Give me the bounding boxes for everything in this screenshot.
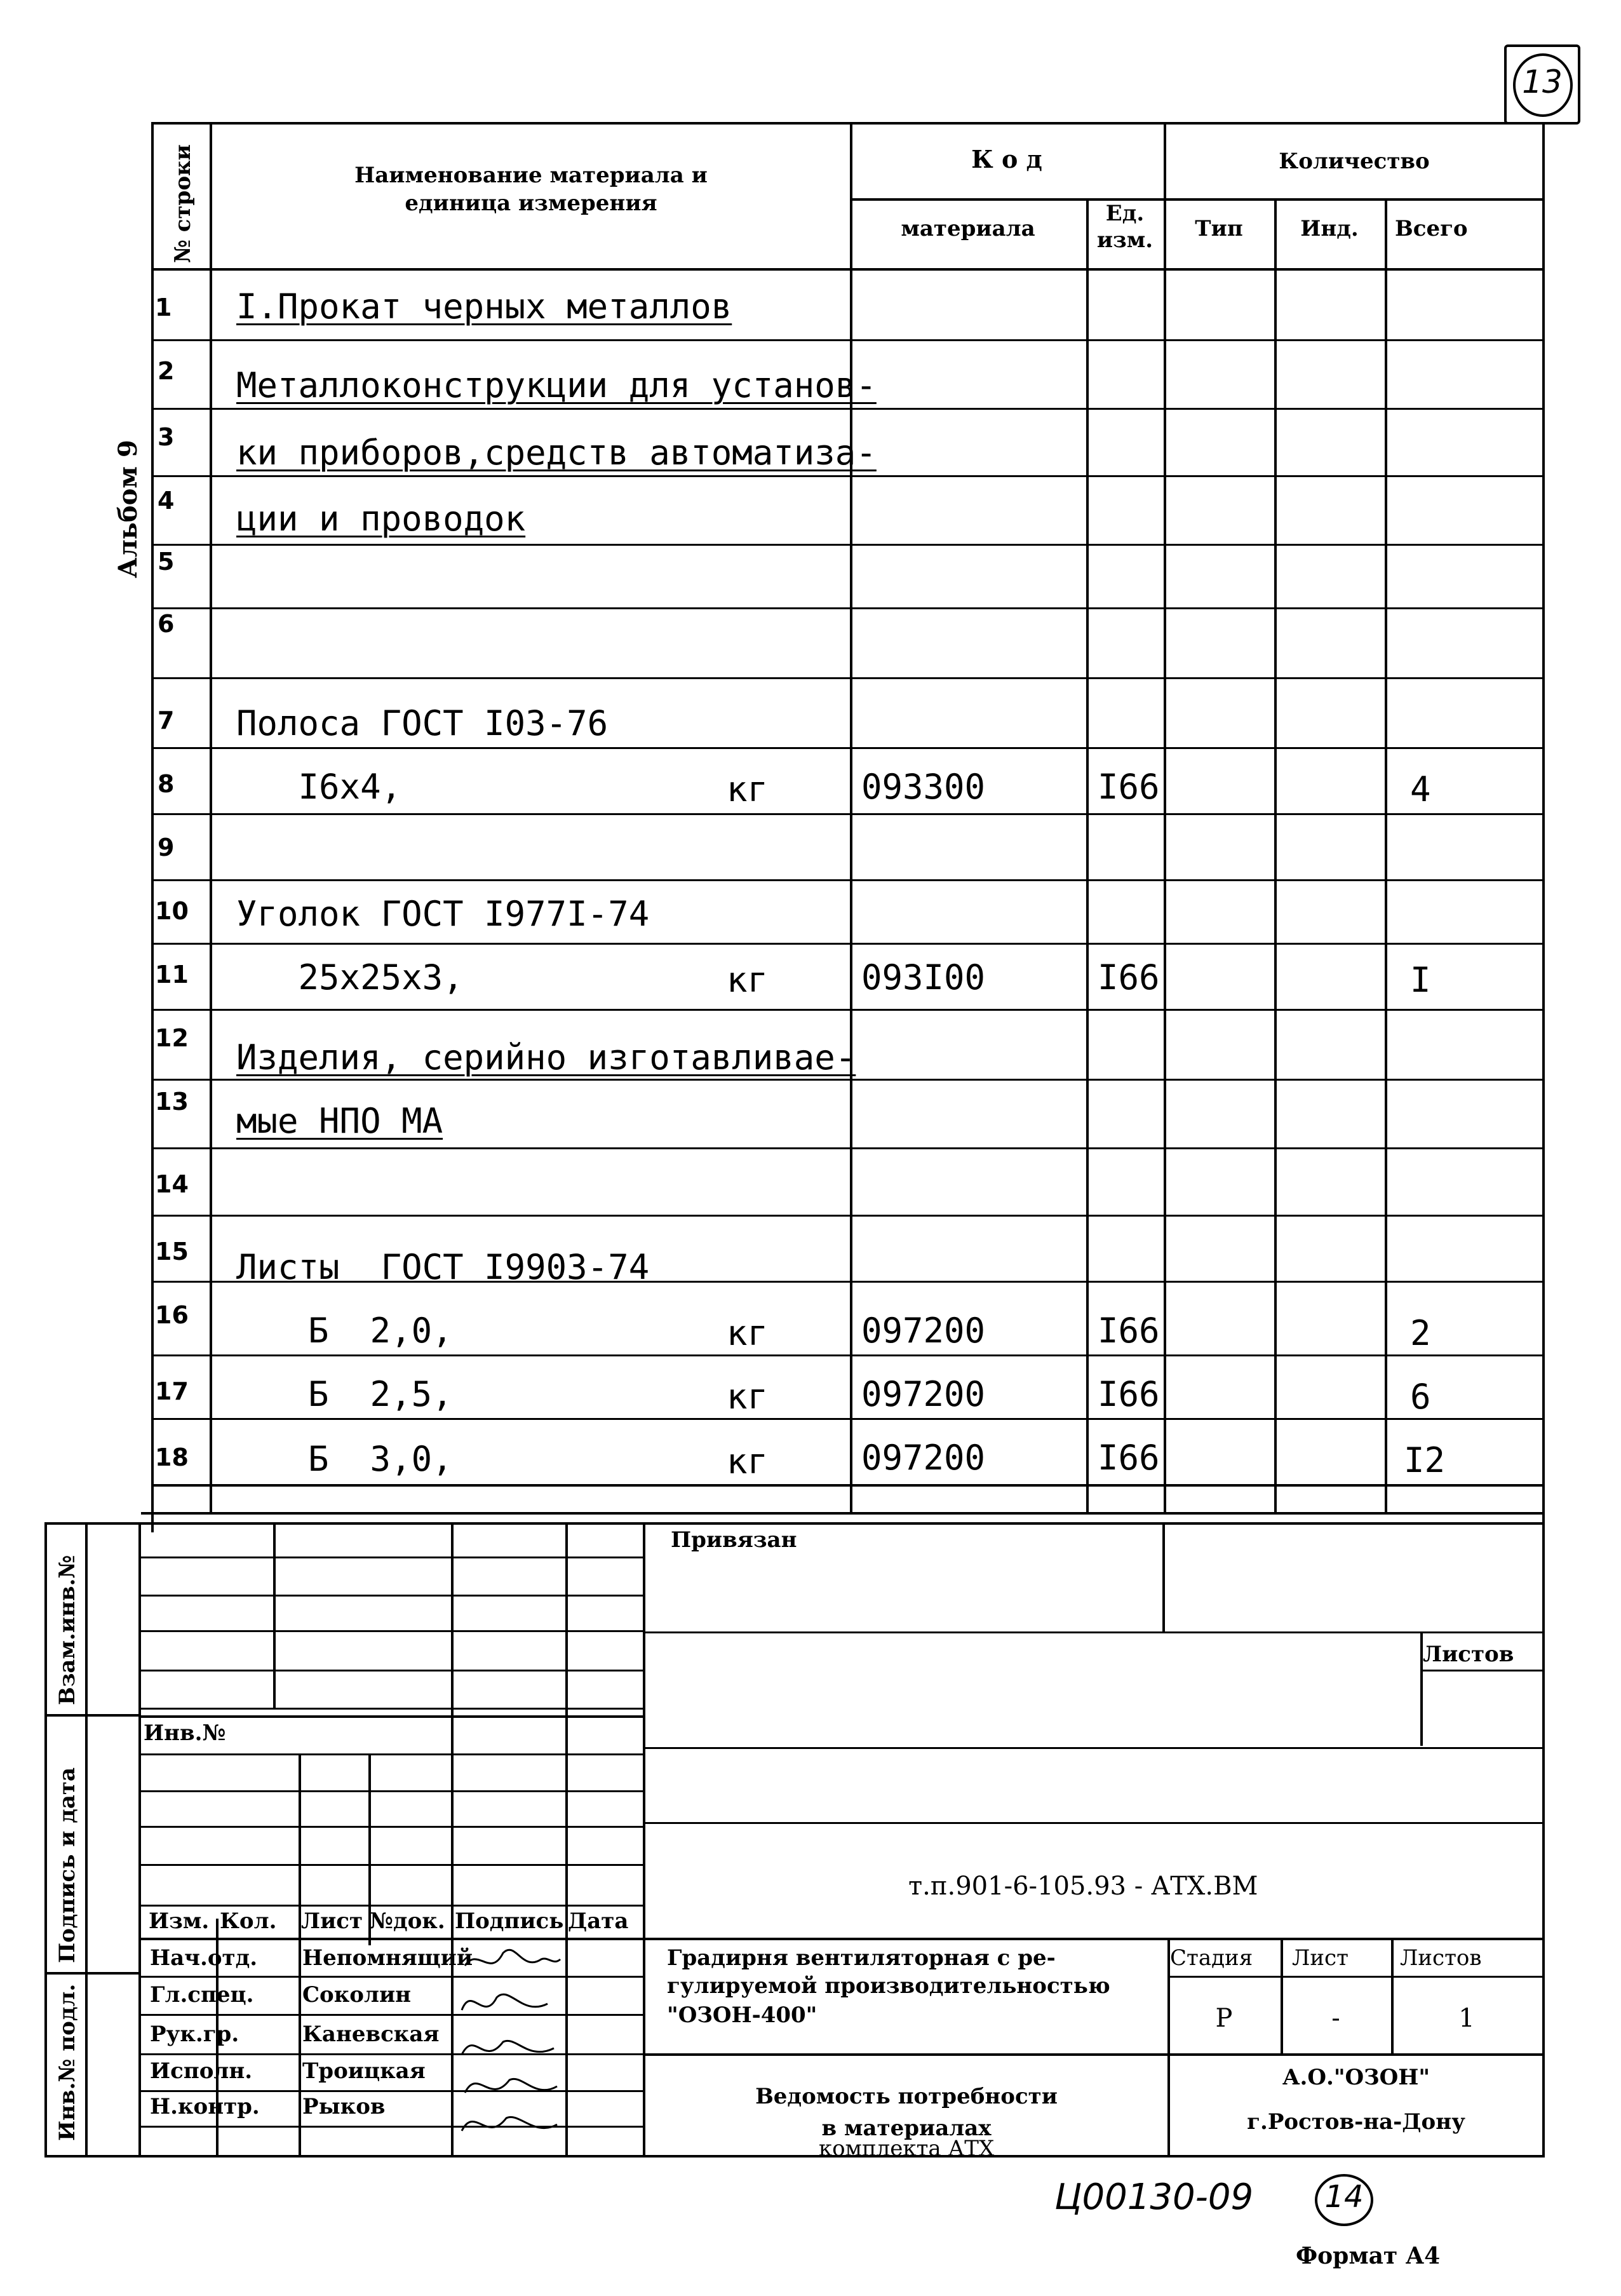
uom-code: I66 — [1098, 1311, 1160, 1351]
row-number: 2 — [158, 357, 175, 385]
quantity-total: I — [1410, 960, 1431, 1000]
material-code: 093300 — [861, 767, 986, 807]
role-label: Гл.спец. — [150, 1982, 254, 2008]
material-name: ции и проводок — [236, 499, 526, 539]
sheet-value: - — [1331, 2004, 1340, 2033]
material-name: ки приборов,средств автоматиза- — [236, 433, 877, 473]
unit-header-line1: Ед. — [1105, 201, 1145, 226]
person-name: Троицкая — [302, 2058, 426, 2084]
material-code: 097200 — [861, 1311, 986, 1351]
stage-value: Р — [1215, 2004, 1233, 2033]
project-line1: Градирня вентиляторная с ре- — [667, 1945, 1056, 1971]
handwritten-circled-number: 14 — [1324, 2179, 1364, 2215]
col-podp: Подпись — [455, 1908, 564, 1934]
row-number: 18 — [155, 1443, 189, 1471]
type-header: Тип — [1195, 216, 1243, 241]
doc-title-line2: в материалах — [821, 2116, 992, 2141]
quantity-total: 2 — [1410, 1313, 1431, 1353]
material-code: 097200 — [861, 1374, 986, 1414]
person-name: Непомнящий — [302, 1945, 473, 1971]
row-number: 13 — [155, 1088, 189, 1116]
side-podl-label: Инв.№ подл. — [55, 1983, 80, 2141]
material-header: материала — [901, 216, 1035, 241]
listov-top-label: Листов — [1423, 1642, 1514, 1667]
quantity-total: 4 — [1410, 769, 1431, 809]
col-ndok: №док. — [370, 1908, 445, 1934]
row-number: 14 — [155, 1170, 189, 1198]
material-name: мые НПО МА — [236, 1101, 443, 1141]
ind-header: Инд. — [1300, 216, 1359, 241]
row-number: 15 — [155, 1238, 189, 1266]
unit-of-measure: кг — [727, 1313, 769, 1353]
person-name: Рыков — [302, 2094, 386, 2119]
material-name: Изделия, серийно изготавливае- — [236, 1037, 856, 1077]
row-number: 10 — [155, 897, 189, 925]
col-kol: Кол. — [220, 1908, 277, 1934]
uom-code: I66 — [1098, 1374, 1160, 1414]
inv-no-label: Инв.№ — [144, 1720, 226, 1746]
handwritten-circled-badge — [1315, 2174, 1373, 2226]
sheet-number: 13 — [1522, 64, 1563, 100]
name-header-line2: единица измерения — [405, 191, 657, 216]
material-name: Металлоконструкции для установ- — [236, 365, 877, 405]
doc-title-line1: Ведомость потребности — [755, 2084, 1058, 2109]
material-name: Полоса ГОСТ I03-76 — [236, 703, 609, 743]
org-line1: А.О."ОЗОН" — [1282, 2065, 1430, 2090]
unit-of-measure: кг — [727, 769, 769, 809]
privyazan-label: Привязан — [671, 1527, 797, 1553]
stage-label: Стадия — [1170, 1945, 1253, 1971]
material-name: Б 2,0, — [267, 1311, 453, 1351]
row-number: 9 — [158, 834, 175, 861]
code-header: К о д — [971, 145, 1042, 173]
quantity-total: I2 — [1404, 1440, 1446, 1480]
format-label: Формат А4 — [1296, 2243, 1441, 2269]
material-name: Б 2,5, — [267, 1374, 453, 1414]
material-name: Листы ГОСТ I9903-74 — [236, 1247, 650, 1287]
quantity-total: 6 — [1410, 1377, 1431, 1417]
material-name: I.Прокат черных металлов — [236, 287, 732, 327]
unit-of-measure: кг — [727, 960, 769, 1000]
material-code: 093I00 — [861, 957, 986, 997]
uom-code: I66 — [1098, 1438, 1160, 1478]
org-line2: г.Ростов-на-Дону — [1247, 2109, 1465, 2135]
sheets-value: 1 — [1458, 2004, 1475, 2033]
uom-code: I66 — [1098, 957, 1160, 997]
col-data: Дата — [568, 1908, 629, 1934]
doc-title-line3: комплекта АТХ — [818, 2136, 995, 2161]
person-name: Каневская — [302, 2022, 440, 2047]
album-label: Альбом 9 — [113, 440, 143, 578]
side-vzam-label: Взам.инв.№ — [55, 1555, 80, 1705]
material-name: I6x4, — [236, 767, 402, 807]
handwritten-code: Ц00130-09 — [1054, 2177, 1254, 2218]
project-line2: гулируемой производительностью — [667, 1973, 1110, 1999]
role-label: Исполн. — [150, 2058, 253, 2084]
role-label: Рук.гр. — [150, 2022, 239, 2047]
sheet-label: Лист — [1292, 1945, 1349, 1971]
material-name: Б 3,0, — [267, 1439, 453, 1479]
role-label: Н.контр. — [150, 2094, 260, 2119]
row-number: 12 — [155, 1024, 189, 1052]
document-code: т.п.901-6-105.93 - АТХ.ВМ — [908, 1872, 1258, 1901]
sheet-number-badge — [1504, 44, 1580, 125]
sheets-label: Листов — [1400, 1945, 1482, 1971]
name-header-line1: Наименование материала и — [354, 163, 708, 188]
row-number: 5 — [158, 548, 175, 576]
row-number: 4 — [158, 487, 175, 515]
total-header: Всего — [1395, 216, 1468, 241]
row-number: 1 — [155, 294, 172, 321]
col-list: Лист — [301, 1908, 363, 1934]
uom-code: I66 — [1098, 767, 1160, 807]
material-name: 25x25x3, — [236, 957, 464, 997]
unit-header-line2: изм. — [1096, 227, 1154, 253]
row-number: 7 — [158, 706, 175, 734]
row-number: 11 — [155, 961, 189, 989]
side-podpis-label: Подпись и дата — [55, 1767, 80, 1963]
material-name: Уголок ГОСТ I977I-74 — [236, 894, 650, 934]
row-no-header: № строки — [170, 144, 196, 263]
row-number: 3 — [158, 423, 175, 451]
quantity-header: Количество — [1279, 149, 1430, 174]
project-line3: "ОЗОН-400" — [667, 2002, 817, 2028]
unit-of-measure: кг — [727, 1442, 769, 1482]
material-code: 097200 — [861, 1438, 986, 1478]
role-label: Нач.отд. — [150, 1945, 258, 1971]
row-number: 6 — [158, 610, 175, 638]
row-number: 17 — [155, 1377, 189, 1405]
row-number: 8 — [158, 770, 175, 798]
signatures-drawing — [452, 1940, 564, 2154]
col-izm: Изм. — [149, 1908, 210, 1934]
row-number: 16 — [155, 1301, 189, 1329]
unit-of-measure: кг — [727, 1377, 769, 1417]
person-name: Соколин — [302, 1982, 412, 2008]
